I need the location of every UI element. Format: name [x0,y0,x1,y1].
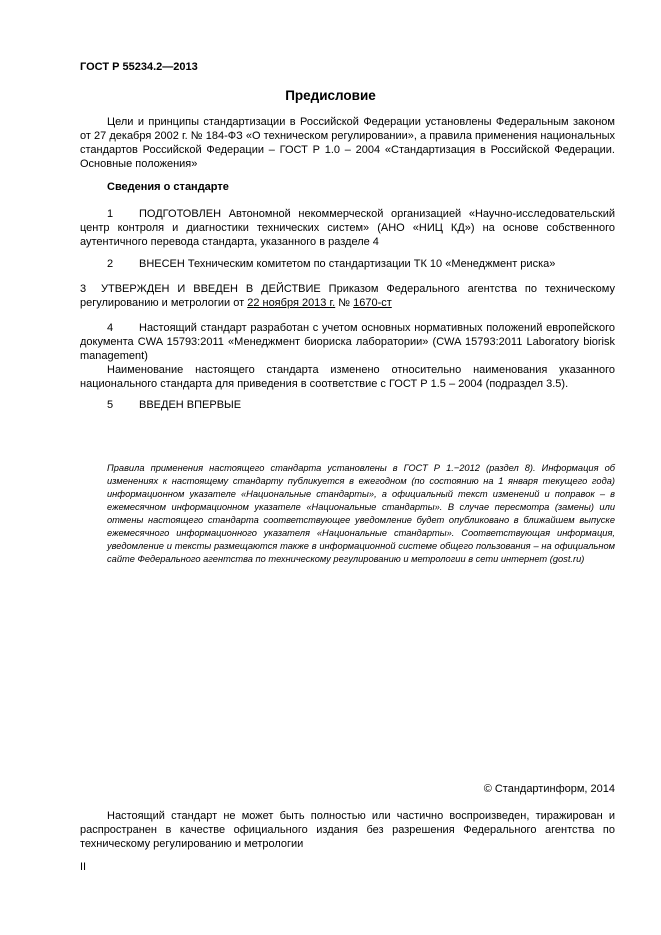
info-item-4-rename-note: Наименование настоящего стандарта изменено относительно наименования указанного национального стандарта для приведения в соответствие с ГОСТ Р 1.5 – 2004 (подраздел 3.5). [80,364,615,390]
info-item-1-number: 1 [107,208,114,220]
info-item-4-number: 4 [107,322,114,334]
application-rules-note: Правила применения настоящего стандарта установлены в ГОСТ Р 1.−2012 (раздел 8). Информация об изменениях к настоящему стандарту публикуется в ежегодном (по состоянию на 1 января текущего года) информационном указателе «Национальные стандарты», а официальный текст изменений и поправок – в ежемесячном информационном указателе «Национальные стандарты». В случае пересмотра (замены) или отмены настоящего стандарта соответствующее уведомление будет опубликовано в ближайшем выпуске ежемесячного информационного указателя «Национальные стандарты». Соответствующая информация, уведомление и тексты размещаются также в информационной системе общего пользования – на официальном сайте Федерального агентства по техническому регулированию и метрологии в сети интернет (gost.ru) [107,463,615,564]
info-item-3-text: УТВЕРЖДЕН И ВВЕДЕН В ДЕЙСТВИЕ Приказом Федерального агентства по техническому регулированию и метрологии от [80,283,615,309]
foreword-title: Предисловие [285,88,376,103]
info-item-5-number: 5 [107,399,114,411]
info-item-5 [80,398,615,412]
info-item-3-number: 3 [80,283,87,295]
info-item-2 [80,257,615,271]
info-item-1 [80,207,615,249]
info-item-2-number: 2 [107,258,114,270]
info-item-4 [80,321,615,391]
standard-number-header: ГОСТ Р 55234.2—2013 [80,61,198,73]
approval-date: 22 ноября 2013 г. [247,297,336,309]
page-number: II [80,861,87,873]
info-item-3 [80,282,615,310]
standard-info-heading: Сведения о стандарте [107,181,229,193]
order-number: 1670-ст [353,297,392,309]
info-item-1-text: ПОДГОТОВЛЕН Автономной некоммерческой организацией «Научно-исследовательский центр контроля и диагностики технических систем» (АНО «НИЦ КД») на основе собственного аутентичного перевода стандарта, указанного в разделе 4 [80,208,615,248]
info-item-3-number-sign: № [335,297,354,309]
reproduction-notice: Настоящий стандарт не может быть полностью или частично воспроизведен, тиражирован и распространен в качестве официального издания без разрешения Федерального агентства по техническому регулированию и метрологии [80,810,615,850]
copyright-notice: © Стандартинформ, 2014 [483,783,615,795]
info-item-5-text: ВВЕДЕН ВПЕРВЫЕ [139,399,242,411]
info-item-2-text: ВНЕСЕН Техническим комитетом по стандартизации ТК 10 «Менеджмент риска» [139,258,556,270]
foreword-intro-paragraph: Цели и принципы стандартизации в Российской Федерации установлены Федеральным законом от 27 декабря 2002 г. № 184-ФЗ «О техническом регулировании», а правила применения национальных стандартов Российской Федерации – ГОСТ Р 1.0 – 2004 «Стандартизация в Российской Федерации. Основные положения» [80,116,615,170]
info-item-4-text: Настоящий стандарт разработан с учетом основных нормативных положений европейского документа CWA 15793:2011 «Менеджмент биориска лаборатории» (CWA 15793:2011 Laboratory biorisk management) [80,322,615,362]
